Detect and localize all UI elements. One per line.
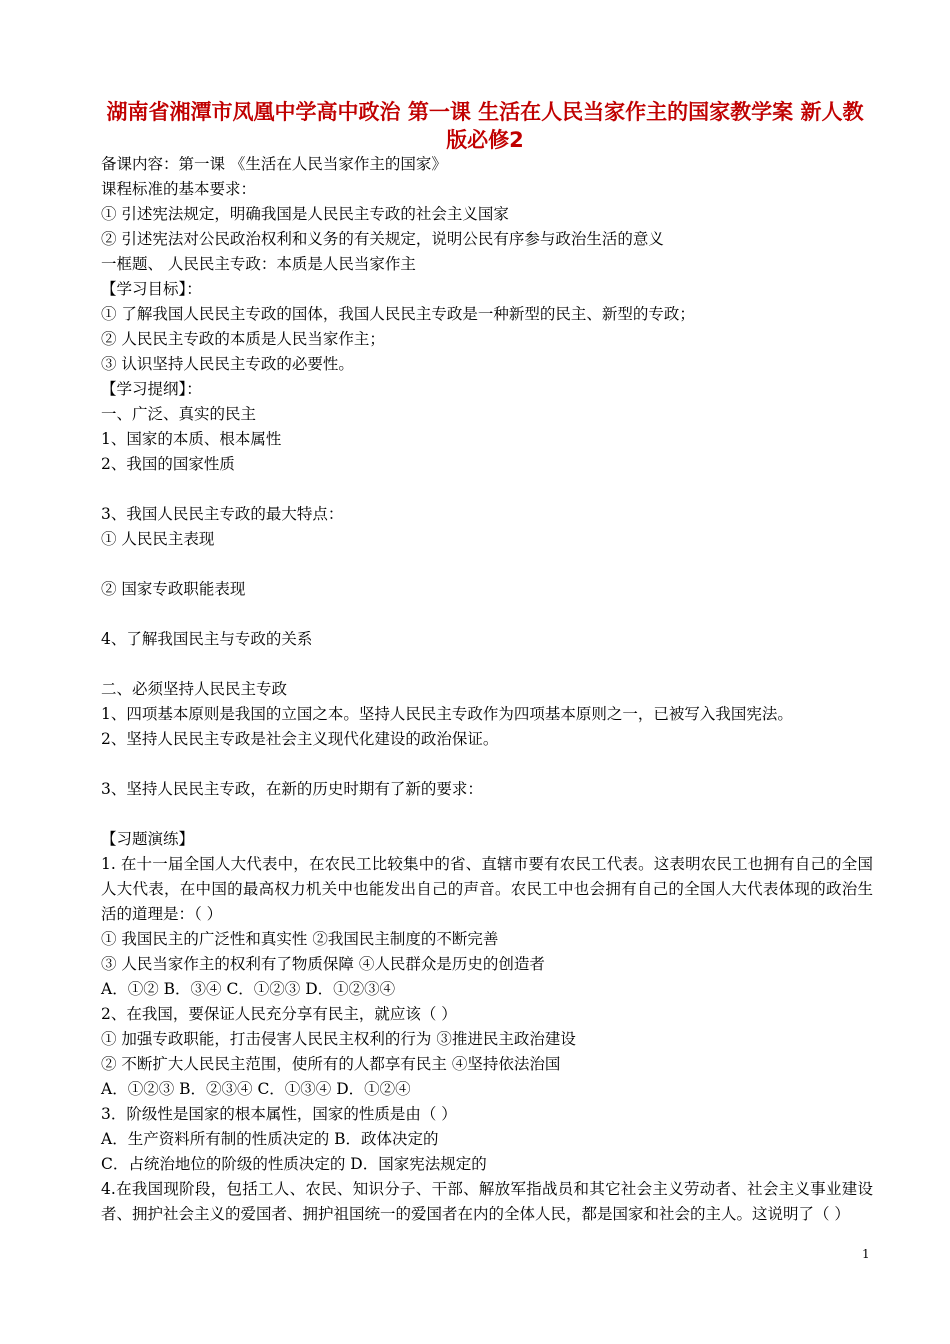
section-heading: 【习题演练】 — [101, 830, 195, 848]
document-body — [101, 152, 873, 1227]
question-4-stem: 4.在我国现阶段，包括工人、农民、知识分子、干部、解放军指战员和其它社会主义劳动者、社会主义事业建设者、拥护社会主义的爱国者、拥护祖国统一的爱国者在内的全体人民，都是国家和社会的主人。这说明了（ ） — [101, 1180, 873, 1223]
text-line: ① 了解我国人民民主专政的国体，我国人民民主专政是一种新型的民主、新型的专政； — [101, 305, 695, 323]
text-line: 1、国家的本质、根本属性 — [101, 430, 282, 448]
text-line: ① 人民民主表现 — [101, 530, 215, 548]
text-line: 备课内容：第一课 《生活在人民当家作主的国家》 — [101, 155, 447, 173]
blank-line — [101, 652, 873, 677]
question-2-option-line: ② 不断扩大人民民主范围，使所有的人都享有民主 ④坚持依法治国 — [101, 1055, 561, 1073]
text-line: 2、我国的国家性质 — [101, 455, 235, 473]
text-line: 3、坚持人民民主专政，在新的历史时期有了新的要求： — [101, 780, 483, 798]
text-line: 1、四项基本原则是我国的立国之本。坚持人民民主专政作为四项基本原则之一，已被写入我国宪法。 — [101, 705, 793, 723]
text-line: 2、坚持人民民主专政是社会主义现代化建设的政治保证。 — [101, 730, 499, 748]
question-1-option-line: ③ 人民当家作主的权利有了物质保障 ④人民群众是历史的创造者 — [101, 955, 545, 973]
question-1-choices: A．①② B．③④ C．①②③ D．①②③④ — [101, 980, 396, 998]
section-heading: 一框题、 人民民主专政：本质是人民当家作主 — [101, 255, 416, 273]
text-line: 3、我国人民民主专政的最大特点： — [101, 505, 344, 523]
question-3-option-line: A．生产资料所有制的性质决定的 B．政体决定的 — [101, 1130, 439, 1148]
page-title: 湖南省湘潭市凤凰中学高中政治 第一课 生活在人民当家作主的国家教学案 新人教版必修2 — [106, 100, 864, 152]
question-1-option-line: ① 我国民主的广泛性和真实性 ②我国民主制度的不断完善 — [101, 930, 499, 948]
text-line: ① 引述宪法规定，明确我国是人民民主专政的社会主义国家 — [101, 205, 509, 223]
text-line: ② 人民民主专政的本质是人民当家作主； — [101, 330, 385, 348]
text-line: ② 引述宪法对公民政治权利和义务的有关规定，说明公民有序参与政治生活的意义 — [101, 230, 664, 248]
text-line: ③ 认识坚持人民民主专政的必要性。 — [101, 355, 354, 373]
question-2-stem: 2、在我国，要保证人民充分享有民主，就应该（ ） — [101, 1005, 457, 1023]
blank-line — [101, 602, 873, 627]
text-line: 二、必须坚持人民民主专政 — [101, 680, 288, 698]
blank-line — [101, 752, 873, 777]
question-2-choices: A．①②③ B．②③④ C．①③④ D．①②④ — [101, 1080, 411, 1098]
text-line: 课程标准的基本要求： — [101, 180, 257, 198]
text-line: 一、广泛、真实的民主 — [101, 405, 257, 423]
question-2-option-line: ① 加强专政职能，打击侵害人民民主权利的行为 ③推进民主政治建设 — [101, 1030, 576, 1048]
blank-line — [101, 477, 873, 502]
question-1-stem: 1. 在十一届全国人大代表中，在农民工比较集中的省、直辖市要有农民工代表。这表明农民工也拥有自己的全国人大代表，在中国的最高权力机关中也能发出自己的声音。农民工中也会拥有自己的全国人大代表体现的政治生活的道理是：（ ） — [101, 855, 873, 923]
question-3-stem: 3．阶级性是国家的根本属性，国家的性质是由（ ） — [101, 1105, 457, 1123]
question-3-option-line: C．占统治地位的阶级的性质决定的 D．国家宪法规定的 — [101, 1155, 487, 1173]
blank-line — [101, 552, 873, 577]
page-number: 1 — [862, 1247, 870, 1261]
text-line: 4、了解我国民主与专政的关系 — [101, 630, 313, 648]
section-heading: 【学习提纲】： — [101, 380, 202, 398]
blank-line — [101, 802, 873, 827]
text-line: ② 国家专政职能表现 — [101, 580, 246, 598]
section-heading: 【学习目标】： — [101, 280, 202, 298]
